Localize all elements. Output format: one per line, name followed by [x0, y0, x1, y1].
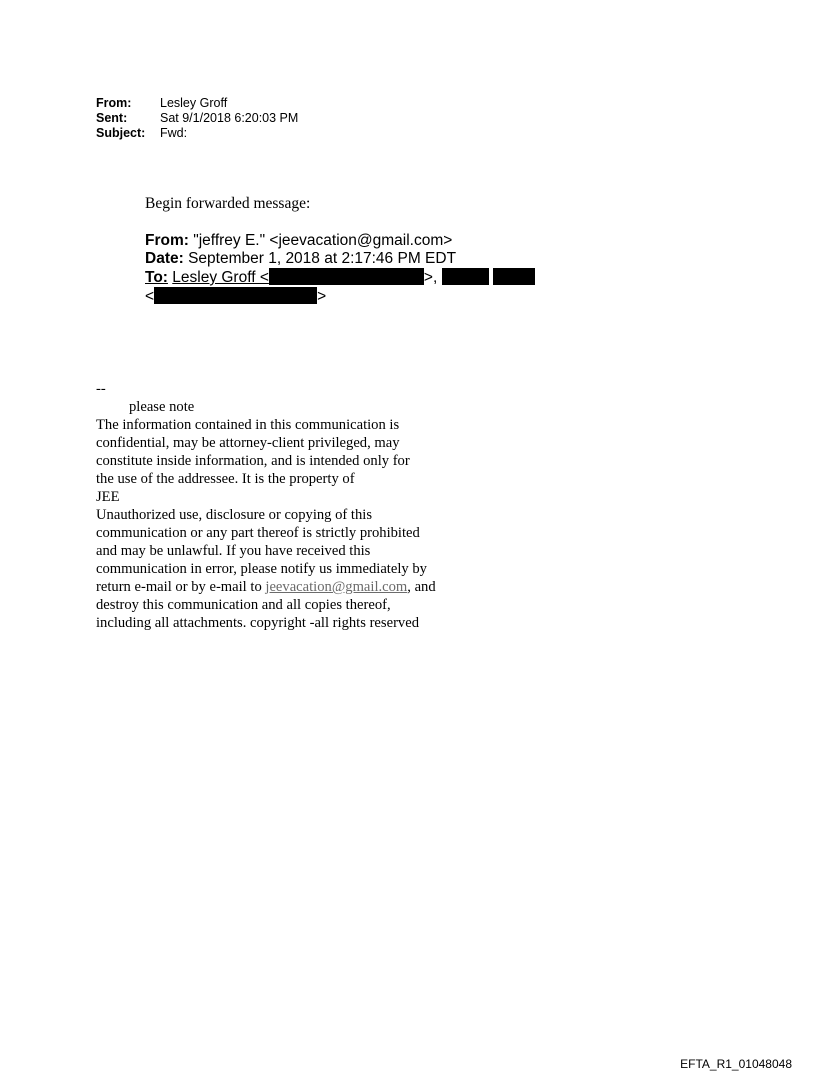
please-note: please note — [129, 399, 195, 415]
header-sent-row — [96, 111, 298, 126]
subject-label: Subject: — [96, 126, 146, 140]
disclaimer — [96, 380, 496, 632]
disclaimer-line: confidential, may be attorney-client privileged, may — [96, 435, 400, 451]
forwarded-to-row-2 — [145, 287, 535, 306]
forwarded-date-label: Date: — [145, 250, 184, 267]
header-from-row — [96, 96, 298, 111]
disclaimer-line: the use of the addressee. It is the property of — [96, 471, 355, 487]
disclaimer-line: including all attachments. copyright -all rights reserved — [96, 615, 419, 631]
email-link[interactable]: jeevacation@gmail.com — [265, 579, 408, 595]
disclaimer-line: Unauthorized use, disclosure or copying of this — [96, 507, 373, 523]
forwarded-to-row — [145, 268, 535, 287]
sent-label: Sent: — [96, 111, 128, 125]
forwarded-headers — [145, 232, 535, 306]
disclaimer-text: , and — [407, 579, 436, 595]
forwarded-to-label: To: — [145, 269, 168, 286]
redaction-block — [493, 268, 535, 285]
forwarded-from-label: From: — [145, 232, 189, 249]
forwarded-to-name: Lesley Groff < — [172, 269, 269, 286]
disclaimer-line: JEE — [96, 489, 120, 505]
from-value: Lesley Groff — [160, 96, 228, 110]
from-label: From: — [96, 96, 132, 110]
sent-value: Sat 9/1/2018 6:20:03 PM — [160, 111, 299, 125]
forwarded-to-separator: >, — [423, 269, 438, 286]
forwarded-date-value: September 1, 2018 at 2:17:46 PM EDT — [188, 250, 457, 267]
disclaimer-line-with-link — [96, 578, 496, 596]
disclaimer-line: and may be unlawful. If you have received this — [96, 543, 371, 559]
forwarded-date-row — [145, 250, 535, 268]
disclaimer-text: return e-mail or by e-mail to — [96, 579, 266, 595]
disclaimer-line: constitute inside information, and is intended only for — [96, 453, 410, 469]
disclaimer-line: communication in error, please notify us immediately by — [96, 561, 427, 577]
signature-dashes: -- — [96, 381, 106, 397]
header-subject-row — [96, 126, 298, 141]
forwarded-to-close: > — [317, 288, 327, 305]
redaction-block — [442, 268, 489, 285]
disclaimer-line: communication or any part thereof is strictly prohibited — [96, 525, 420, 541]
disclaimer-line: destroy this communication and all copies thereof, — [96, 597, 391, 613]
redaction-block — [154, 287, 317, 304]
forwarded-from-value: "jeffrey E." <jeevacation@gmail.com> — [193, 232, 453, 249]
subject-value: Fwd: — [160, 126, 188, 140]
forwarded-to-open: < — [145, 288, 155, 305]
forwarded-intro: Begin forwarded message: — [145, 195, 311, 212]
disclaimer-line: The information contained in this communication is — [96, 417, 400, 433]
forwarded-from-row — [145, 232, 535, 250]
email-header — [96, 96, 298, 141]
bates-number: EFTA_R1_01048048 — [680, 1057, 792, 1071]
redaction-block — [269, 268, 424, 285]
